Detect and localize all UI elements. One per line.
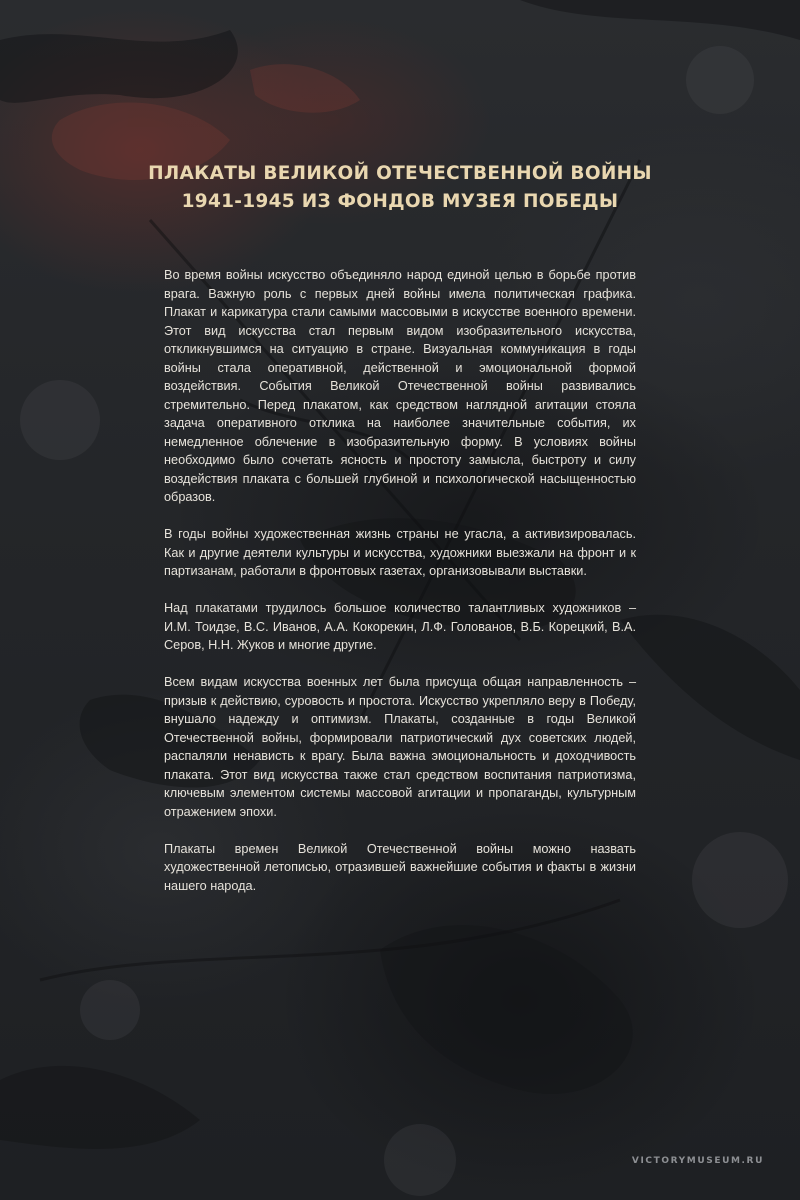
paragraph-4: Всем видам искусства военных лет была присуща общая направленность – призыв к действию, суровость и простота. Искусство укрепляло веру в Победу, внушало надежду и оптимизм. Плакаты, созданные в годы Великой Отечественной войны, формировали патриотический дух советских людей, распаляли ненависть к врагу. Была важна эмоциональность и доходчивость плаката. Этот вид искусства также стал средством воспитания патриотизма, ключевым элементом системы массовой агитации и пропаганды, культурным отражением эпохи.	[164, 675, 636, 819]
page-title	[0, 160, 800, 216]
title-line-2: 1941-1945 ИЗ ФОНДОВ МУЗЕЯ ПОБЕДЫ	[181, 191, 619, 212]
footer-site-url: VICTORYMUSEUM.RU	[631, 1156, 764, 1166]
paragraph-1: Во время войны искусство объединяло народ единой целью в борьбе против врага. Важную роль с первых дней войны имела политическая графика. Плакат и карикатура стали самыми массовыми в искусстве военного времени. Этот вид искусства стал первым видом изобразительного искусства, откликнувшимся на ситуацию в стране. Визуальная коммуникация в годы войны стала оперативной, действенной и эмоциональной формой воздействия. События Великой Отечественной войны развивались стремительно. Перед плакатом, как средством наглядной агитации стояла задача оперативного отклика на наиболее значительные события, их немедленное облечение в изобразительную форму. В условиях войны необходимо было сочетать ясность и простоту замысла, быстроту и силу воздействия плаката с большей глубиной и психологической насыщенностью образов.	[164, 268, 636, 504]
paragraph-2: В годы войны художественная жизнь страны не угасла, а активизировалась. Как и другие деятели культуры и искусства, художники выезжали на фронт и к партизанам, работали в фронтовых газетах, организовывали выставки.	[164, 527, 636, 578]
paragraph-5: Плакаты времен Великой Отечественной войны можно назвать художественной летописью, отразившей важнейшие события и факты в жизни нашего народа.	[164, 841, 636, 893]
paragraph-3: Над плакатами трудилось большое количество талантливых художников – И.М. Тоидзе, В.С. Иванов, А.А. Кокорекин, Л.Ф. Голованов, В.Б. Корецкий, В.А. Серов, Н.Н. Жуков и многие другие.	[164, 601, 636, 652]
title-line-1: ПЛАКАТЫ ВЕЛИКОЙ ОТЕЧЕСТВЕННОЙ ВОЙНЫ	[148, 163, 652, 184]
body-text	[164, 266, 636, 914]
